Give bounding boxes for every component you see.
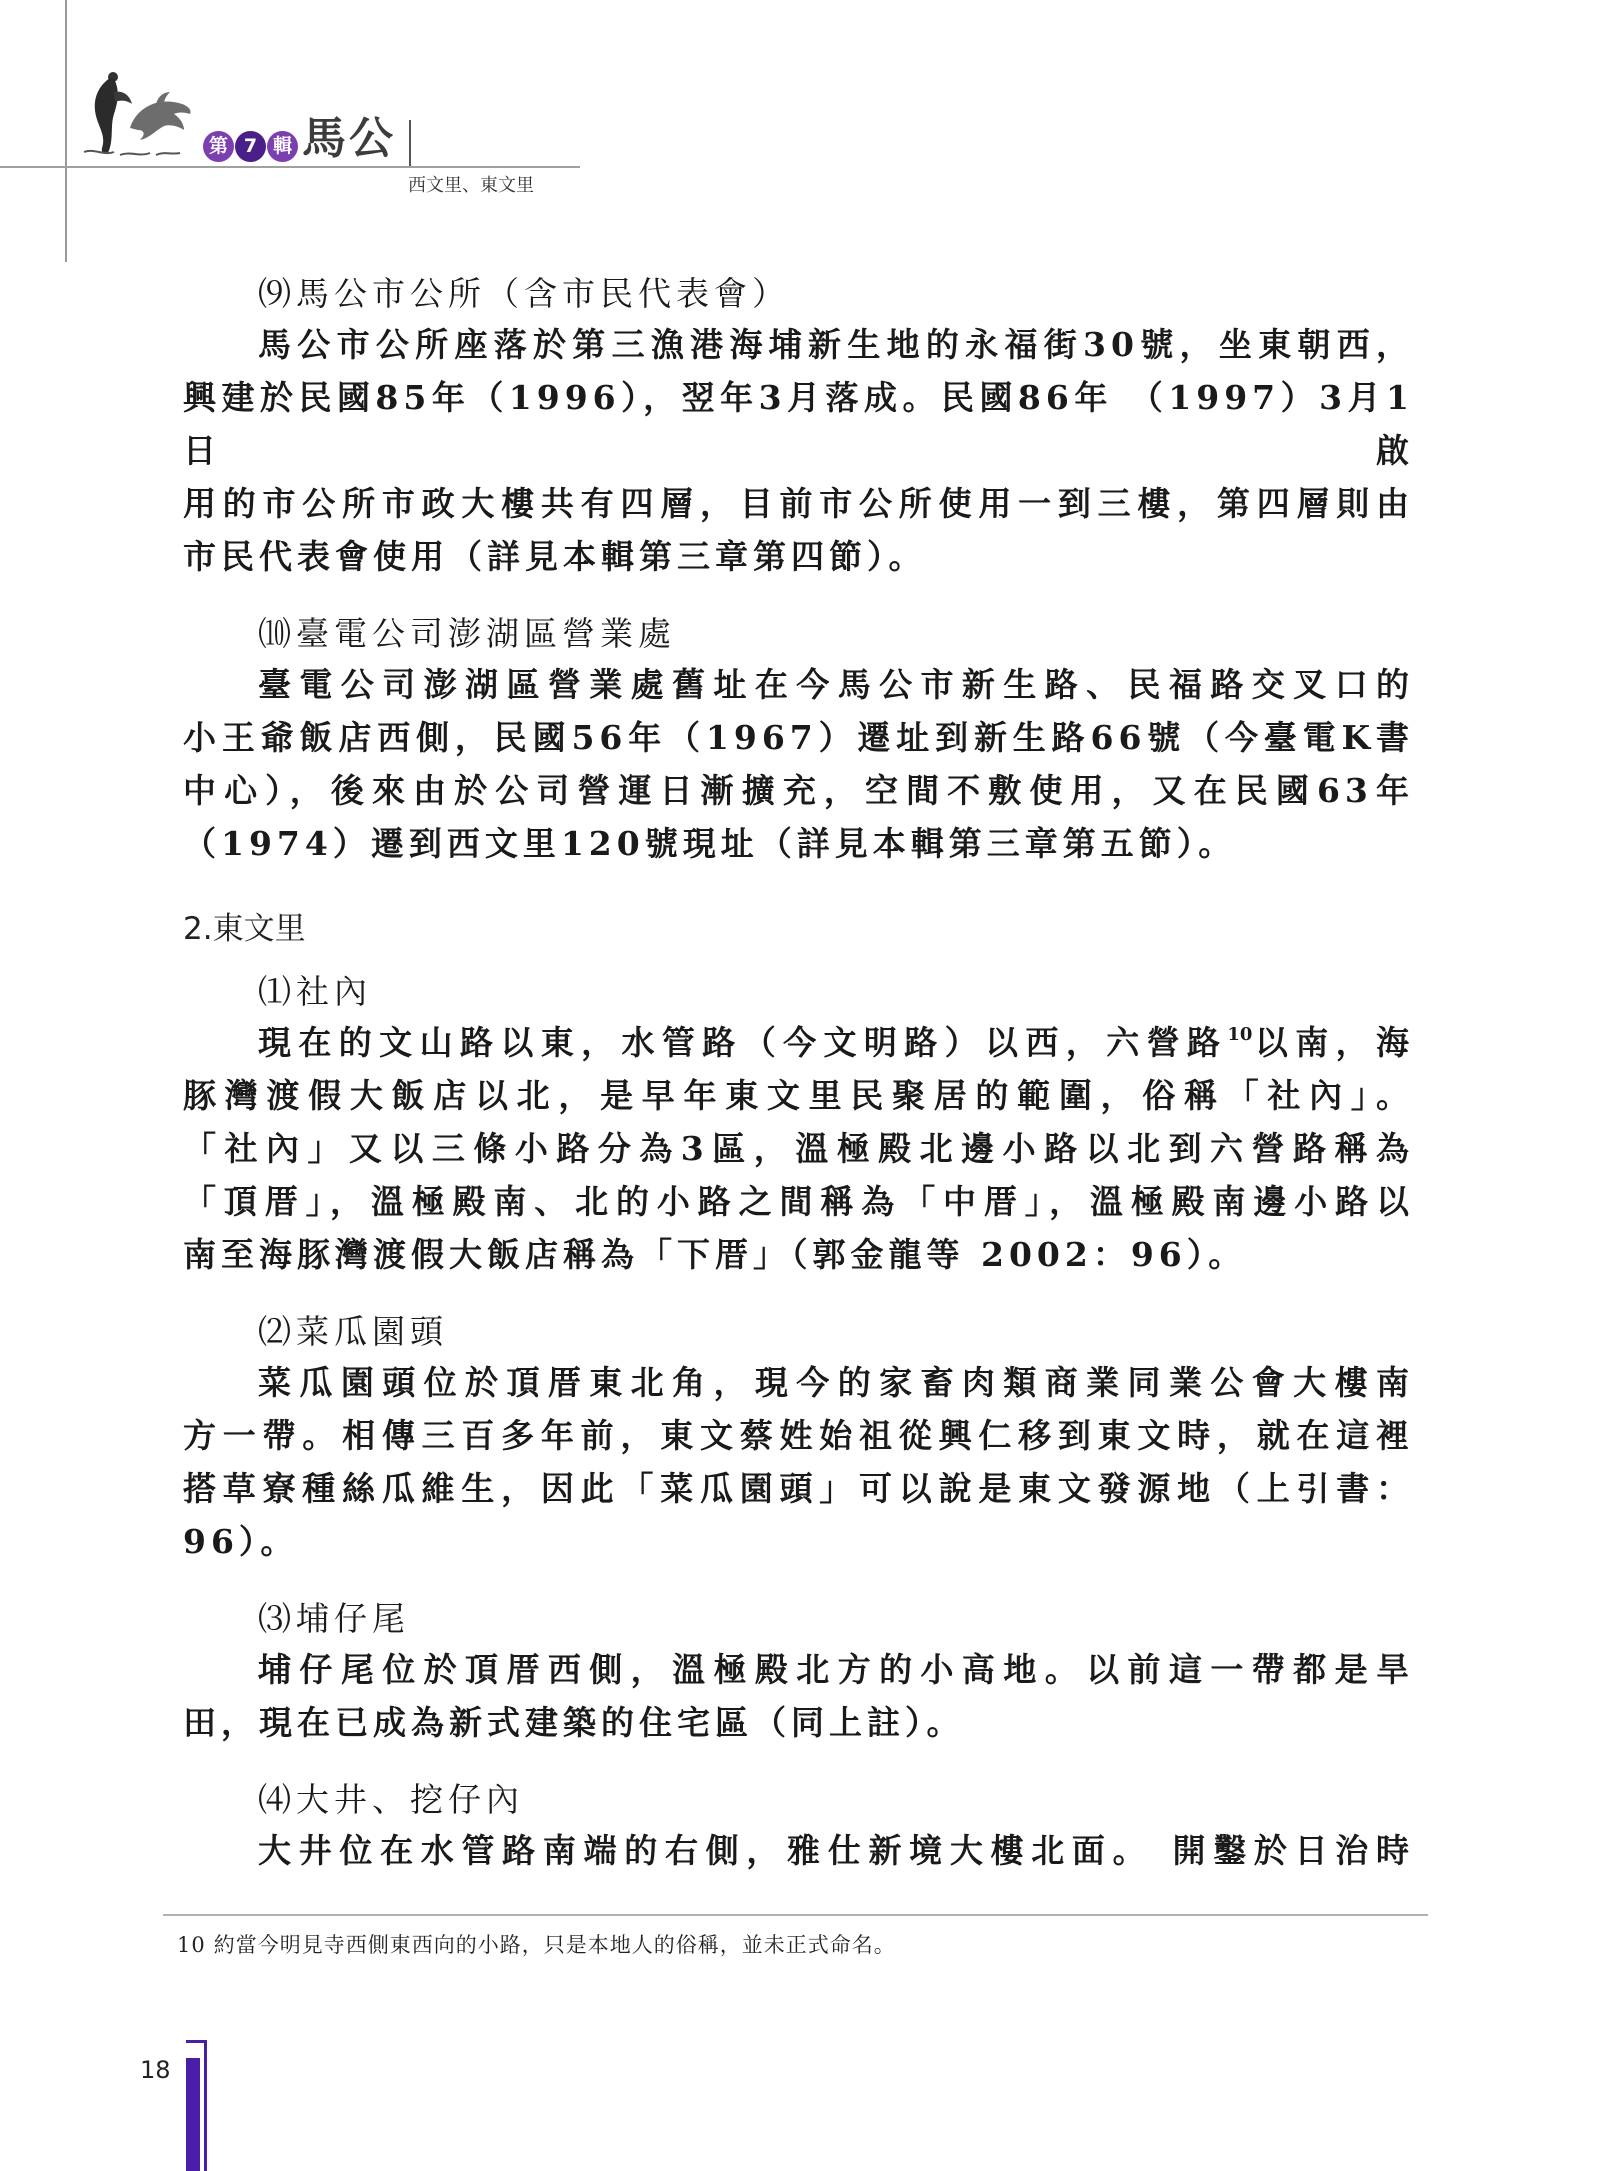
item-heading: ⑶埔仔尾 (258, 1599, 410, 1638)
page-edge-bar (186, 2058, 200, 2171)
paragraph-line: 大井位在水管路南端的右側，雅仕新境大樓北面。 開鑿於日治時 (258, 1831, 1414, 1870)
item-heading: ⑴社內 (258, 972, 372, 1011)
paragraph-line: 田，現在已成為新式建築的住宅區（同上註）。 (183, 1703, 965, 1742)
footnote (177, 1931, 896, 1959)
paragraph-line: 市民代表會使用（詳見本輯第三章第四節）。 (183, 537, 927, 576)
paragraph-line: 臺電公司澎湖區營業處舊址在今馬公市新生路、民福路交叉口的 (258, 665, 1414, 704)
item-heading: ⑵菜瓜園頭 (258, 1312, 448, 1351)
paragraph-line (183, 1016, 1414, 1069)
item-heading: ⑷大井、挖仔內 (258, 1780, 524, 1819)
footnote-rule (163, 1914, 1428, 1916)
paragraph-line: 馬公市公所座落於第三漁港海埔新生地的永福街30號，坐東朝西， (258, 325, 1414, 364)
paragraph-line: 用的市公所市政大樓共有四層，目前市公所使用一到三樓，第四層則由 (183, 484, 1414, 523)
page-number: 18 (140, 2056, 171, 2084)
paragraph-line: 搭草寮種絲瓜維生，因此「菜瓜園頭」可以說是東文發源地（上引書： (183, 1469, 1414, 1508)
paragraph-line: 南至海豚灣渡假大飯店稱為「下厝」（郭金龍等 2002：96）。 (183, 1235, 1247, 1274)
page-body (183, 270, 1414, 1877)
footnote-ref: 10 (1227, 1024, 1253, 1045)
paragraph-line: 菜瓜園頭位於頂厝東北角，現今的家畜肉類商業同業公會大樓南 (258, 1363, 1414, 1402)
title-divider (409, 120, 411, 166)
paragraph-line: 埔仔尾位於頂厝西側，溫極殿北方的小高地。以前這一帶都是旱 (258, 1650, 1414, 1689)
header-vertical-rule (65, 0, 67, 262)
paragraph-line: 「社內」又以三條小路分為3區，溫極殿北邊小路以北到六營路稱為 (183, 1129, 1414, 1168)
paragraph-line: 「頂厝」，溫極殿南、北的小路之間稱為「中厝」，溫極殿南邊小路以 (183, 1182, 1414, 1221)
volume-title: 馬公 (302, 113, 396, 164)
line-text: 現在的文山路以東，水管路（今文明路）以西，六營路 (258, 1023, 1228, 1062)
item-heading: ⑼馬公市公所（含市民代表會） (258, 274, 790, 313)
badge-prefix: 第 (203, 131, 234, 162)
paragraph-line: 中心），後來由於公司營運日漸擴充，空間不敷使用，又在民國63年 (183, 771, 1414, 810)
footnote-number: 10 (177, 1933, 206, 1957)
logo-dolphin-icon (80, 70, 195, 158)
paragraph-line: 方一帶。相傳三百多年前，東文蔡姓始祖從興仁移到東文時，就在這裡 (183, 1416, 1414, 1455)
item-heading: ⑽臺電公司澎湖區營業處 (258, 614, 676, 653)
line-text: 以南，海 (1252, 1023, 1414, 1062)
volume-badge (203, 131, 298, 162)
section-heading: 2.東文里 (183, 911, 306, 947)
footnote-text: 約當今明見寺西側東西向的小路，只是本地人的俗稱，並未正式命名。 (213, 1933, 896, 1957)
page-edge-line (204, 2040, 207, 2171)
paragraph-line: 興建於民國85年（1996），翌年3月落成。民國86年 （1997）3月1日啟 (183, 378, 1414, 470)
paragraph-line: （1974）遷到西文里120號現址（詳見本輯第三章第五節）。 (183, 824, 1237, 863)
header-rule (0, 166, 580, 168)
paragraph-line: 豚灣渡假大飯店以北，是早年東文里民聚居的範圍，俗稱「社內」。 (183, 1076, 1414, 1115)
badge-suffix: 輯 (267, 131, 298, 162)
running-section-title: 西文里、東文里 (408, 175, 534, 196)
paragraph-line: 96）。 (183, 1522, 299, 1561)
paragraph-line: 小王爺飯店西側，民國56年（1967）遷址到新生路66號（今臺電K書 (183, 718, 1414, 757)
badge-number: 7 (235, 131, 266, 162)
